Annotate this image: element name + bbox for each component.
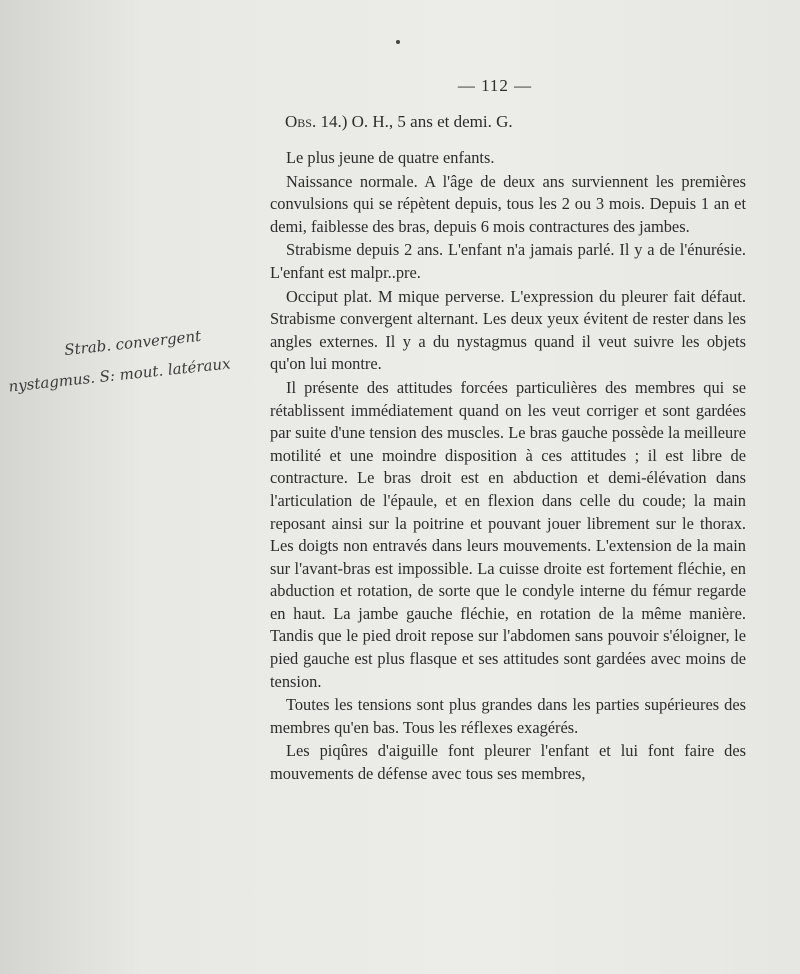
- paragraph: Occiput plat. M mique perverse. L'expression du pleurer fait défaut. Strabisme convergent alternant. Les deux yeux évitent de rester dans les angles externes. Il y a du nystagmus quand il veut suivre les objets qu'on lui montre.: [270, 286, 746, 374]
- handwritten-margin-note: nystagmus. S: mout. latéraux: [7, 354, 232, 396]
- observation-label: Obs.: [285, 112, 317, 131]
- paragraph: Les piqûres d'aiguille font pleurer l'enfant et lui font faire des mouvements de défense avec tous ses membres,: [270, 741, 746, 784]
- body-text: [270, 147, 746, 786]
- ink-dot: [396, 40, 400, 44]
- paragraph: Le plus jeune de quatre enfants.: [286, 148, 495, 167]
- observation-subject: 14.) O. H., 5 ans et demi. G.: [316, 112, 513, 131]
- paragraph: Il présente des attitudes forcées particulières des membres qui se rétablissent immédiatement quand on les veut corriger et sont gardées par suite d'une tension des muscles. Le bras gauche possède la meilleure motilité et une moindre disposition à ces attitudes ; il est libre de contracture. Le bras droit est en abduction et demi-élévation dans l'articulation de l'épaule, et en flexion dans celle du coude; la main reposant ainsi sur la poitrine et pouvant jouer librement sur le thorax. Les doigts non entravés dans leurs mouvements. L'extension de la main sur l'avant-bras est impossible. La cuisse droite est fortement fléchie, en abduction et rotation, de sorte que le condyle interne du fémur regarde en haut. La jambe gauche fléchie, en rotation de la même manière. Tandis que le pied droit repose sur l'abdomen sans pouvoir s'éloigner, le pied gauche est plus flasque et ses attitudes sont gardées avec moins de tension.: [270, 377, 746, 691]
- observation-heading: [285, 112, 513, 132]
- paragraph: Toutes les tensions sont plus grandes dans les parties supérieures des membres qu'en bas. Tous les réflexes exagérés.: [270, 695, 746, 737]
- paragraph: Naissance normale. A l'âge de deux ans surviennent les premières convulsions qui se répètent depuis, tous les 2 ou 3 mois. Depuis 1 an et demi, faiblesse des bras, depuis 6 mois contractures des jambes.: [270, 171, 746, 236]
- paragraph: Strabisme depuis 2 ans. L'enfant n'a jamais parlé. Il y a de l'énurésie. L'enfant est malpr..pre.: [270, 240, 746, 282]
- page-number: — 112 —: [457, 76, 533, 95]
- handwritten-margin-note: Strab. convergent: [63, 326, 202, 360]
